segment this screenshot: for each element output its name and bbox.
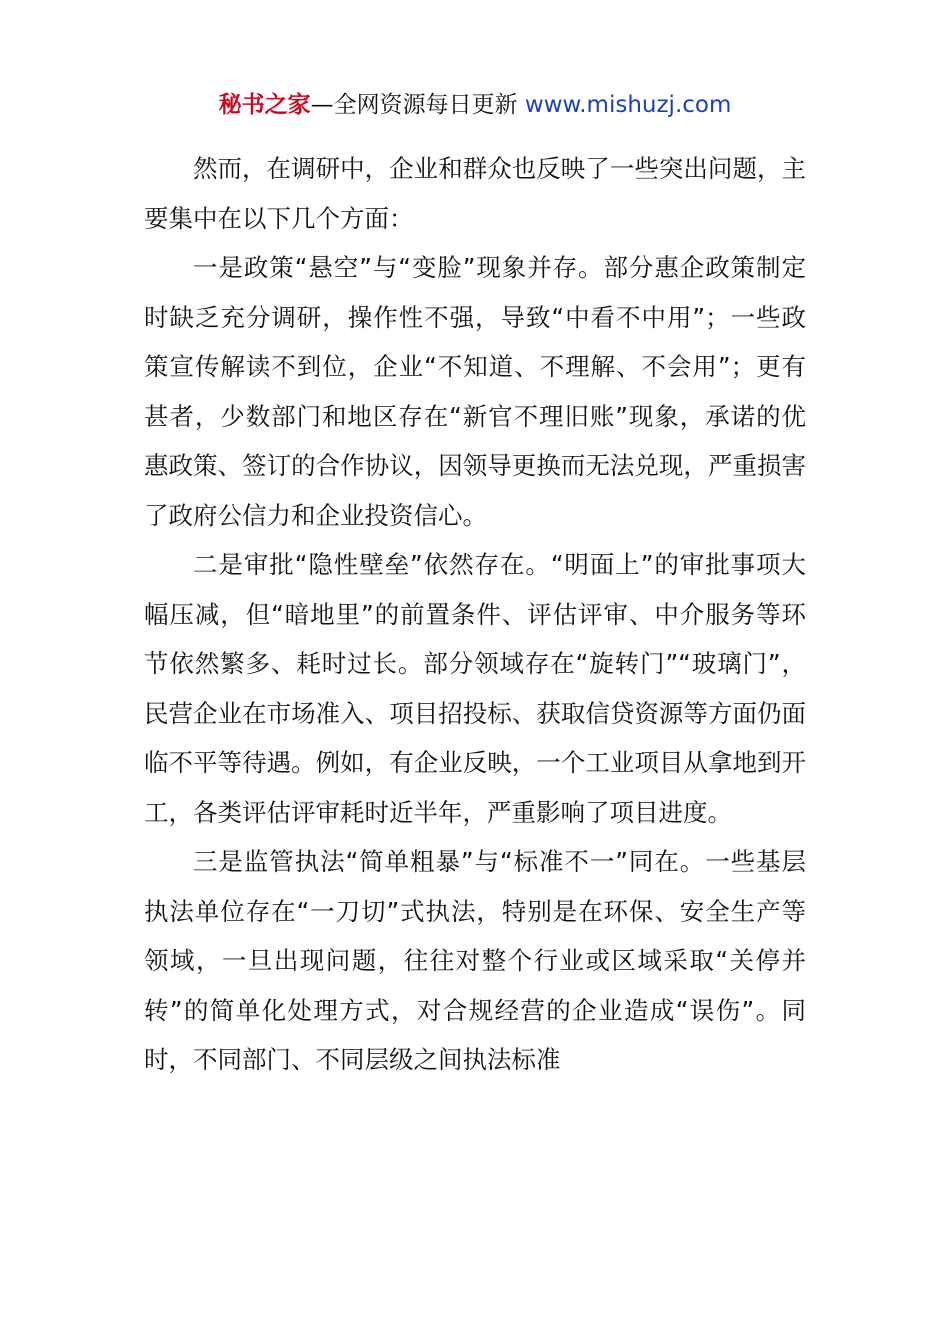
paragraph-policy: 一是政策“悬空”与“变脸”现象并存。部分惠企政策制定时缺乏充分调研，操作性不强，导致“中看不中用”；一些政策宣传解读不到位，企业“不知道、不理解、不会用”；更有甚者，少数部门和地区存在“新官不理旧账”现象，承诺的优惠政策、签订的合作协议，因领导更换而无法兑现，严重损害了政府公信力和企业投资信心。 [144,253,806,530]
header-site-link[interactable]: www.mishuzj.com [524,92,732,118]
paragraph-intro: 然而，在调研中，企业和群众也反映了一些突出问题，主要集中在以下几个方面： [144,154,806,233]
header-tagline: —全网资源每日更新 [310,92,518,118]
paragraph-enforcement: 三是监管执法“简单粗暴”与“标准不一”同在。一些基层执法单位存在“一刀切”式执法，特别是在环保、安全生产等领域，一旦出现问题，往往对整个行业或区域采取“关停并转”的简单化处理方式，对合规经营的企业造成“误伤”。同时，不同部门、不同层级之间执法标准 [144,847,806,1074]
document-body [144,144,806,1085]
page-header [0,88,950,122]
header-brand: 秘书之家 [218,92,311,118]
paragraph-approval: 二是审批“隐性壁垒”依然存在。“明面上”的审批事项大幅压减，但“暗地里”的前置条件、评估评审、中介服务等环节依然繁多、耗时过长。部分领域存在“旋转门”“玻璃门”，民营企业在市场准入、项目招投标、获取信贷资源等方面仍面临不平等待遇。例如，有企业反映，一个工业项目从拿地到开工，各类评估评审耗时近半年，严重影响了项目进度。 [144,550,806,827]
